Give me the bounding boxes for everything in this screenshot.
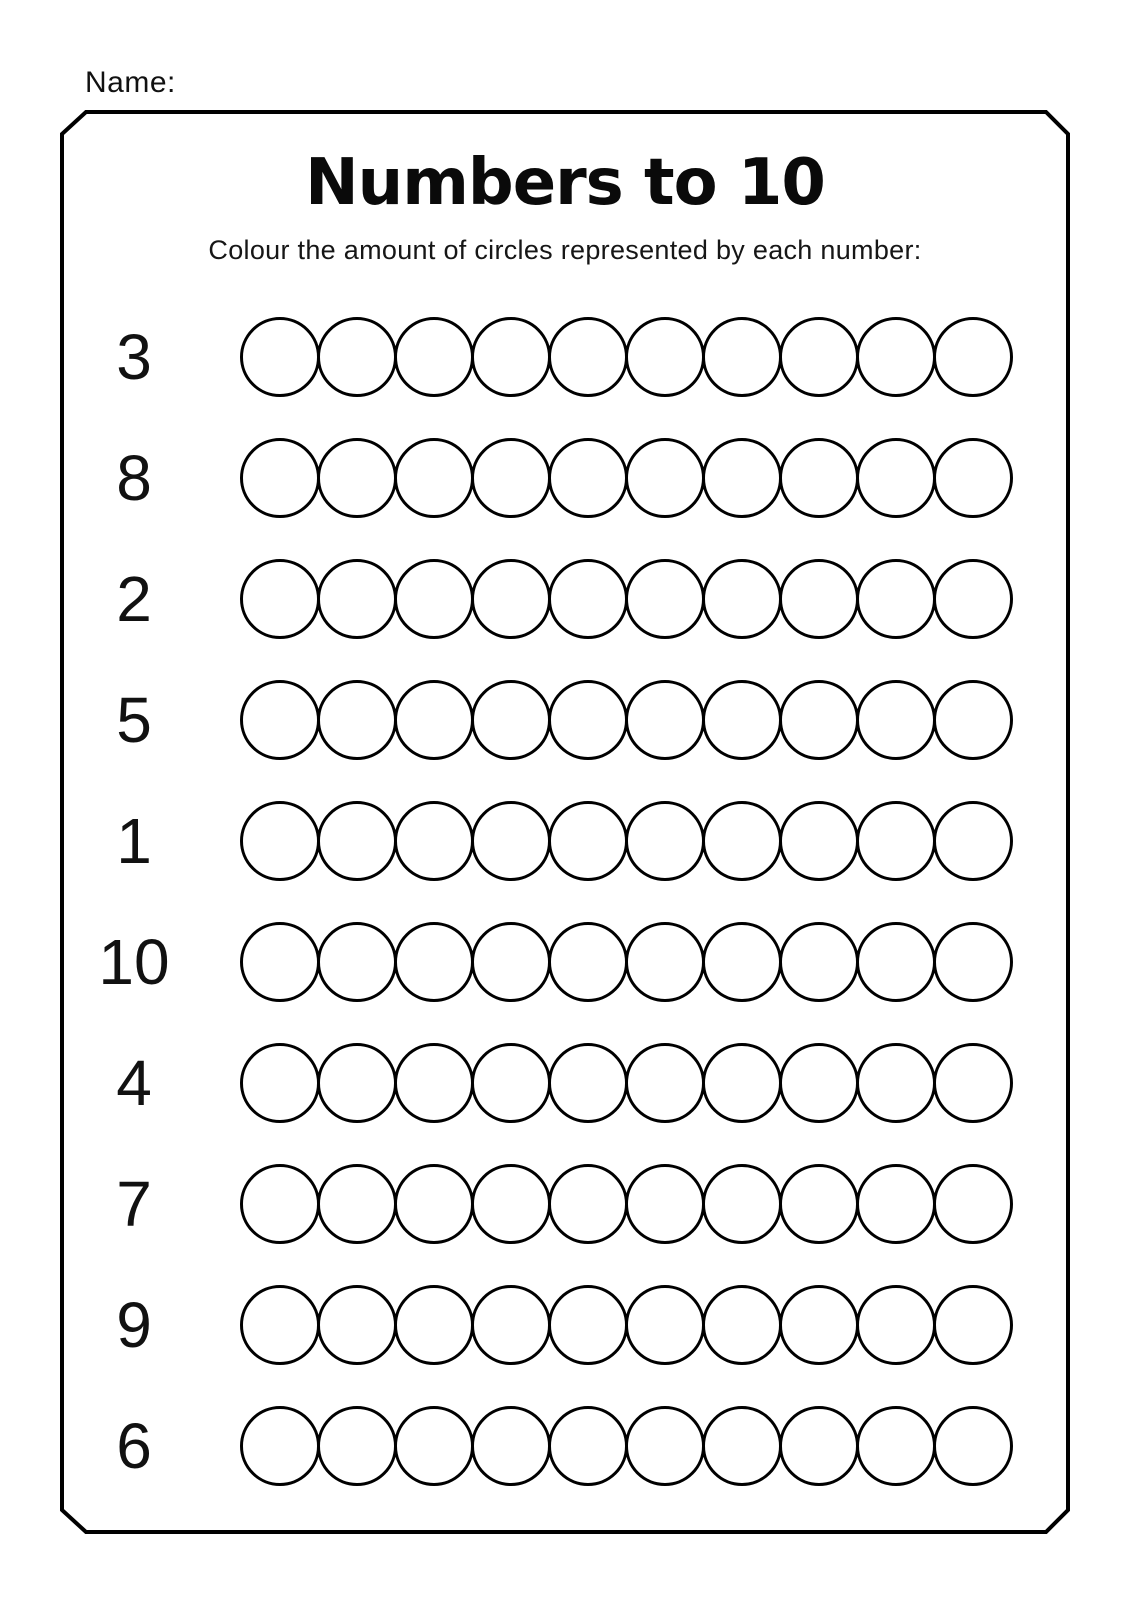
row-number-label: 3 <box>116 320 152 393</box>
worksheet-header <box>62 146 1068 266</box>
colour-circle[interactable] <box>394 680 474 760</box>
row-number-label: 7 <box>116 1167 152 1240</box>
colour-circle[interactable] <box>856 1164 936 1244</box>
colour-circle[interactable] <box>856 1406 936 1486</box>
worksheet-row <box>62 1143 1068 1264</box>
colour-circle[interactable] <box>240 680 320 760</box>
colour-circle[interactable] <box>933 680 1013 760</box>
colour-circle[interactable] <box>933 922 1013 1002</box>
row-circles <box>240 317 1013 397</box>
colour-circle[interactable] <box>240 922 320 1002</box>
colour-circle[interactable] <box>779 801 859 881</box>
colour-circle[interactable] <box>317 1164 397 1244</box>
colour-circle[interactable] <box>779 680 859 760</box>
colour-circle[interactable] <box>394 1164 474 1244</box>
colour-circle[interactable] <box>625 1043 705 1123</box>
colour-circle[interactable] <box>548 559 628 639</box>
colour-circle[interactable] <box>240 1043 320 1123</box>
colour-circle[interactable] <box>933 317 1013 397</box>
colour-circle[interactable] <box>779 922 859 1002</box>
worksheet-row <box>62 1264 1068 1385</box>
colour-circle[interactable] <box>317 559 397 639</box>
colour-circle[interactable] <box>317 438 397 518</box>
colour-circle[interactable] <box>548 1406 628 1486</box>
colour-circle[interactable] <box>548 1285 628 1365</box>
colour-circle[interactable] <box>240 317 320 397</box>
row-circles <box>240 1164 1013 1244</box>
colour-circle[interactable] <box>548 680 628 760</box>
colour-circle[interactable] <box>548 1043 628 1123</box>
row-circles <box>240 680 1013 760</box>
colour-circle[interactable] <box>317 801 397 881</box>
colour-circle[interactable] <box>933 1406 1013 1486</box>
row-number-label: 8 <box>116 441 152 514</box>
worksheet-rows <box>62 296 1068 1506</box>
worksheet-row <box>62 901 1068 1022</box>
colour-circle[interactable] <box>548 438 628 518</box>
row-circles <box>240 1285 1013 1365</box>
row-number-label: 6 <box>116 1409 152 1482</box>
colour-circle[interactable] <box>933 438 1013 518</box>
colour-circle[interactable] <box>625 801 705 881</box>
colour-circle[interactable] <box>394 922 474 1002</box>
row-number-label: 1 <box>116 804 152 877</box>
colour-circle[interactable] <box>933 559 1013 639</box>
row-circles <box>240 801 1013 881</box>
colour-circle[interactable] <box>779 317 859 397</box>
instruction-text: Colour the amount of circles represented by each number: <box>208 235 922 266</box>
colour-circle[interactable] <box>702 438 782 518</box>
colour-circle[interactable] <box>471 1043 551 1123</box>
worksheet-row <box>62 659 1068 780</box>
colour-circle[interactable] <box>933 1285 1013 1365</box>
row-circles <box>240 438 1013 518</box>
worksheet-row <box>62 1022 1068 1143</box>
colour-circle[interactable] <box>394 1406 474 1486</box>
colour-circle[interactable] <box>779 559 859 639</box>
colour-circle[interactable] <box>856 922 936 1002</box>
row-number-label: 10 <box>98 925 170 998</box>
colour-circle[interactable] <box>625 922 705 1002</box>
page-title: Numbers to 10 <box>305 146 825 220</box>
colour-circle[interactable] <box>240 559 320 639</box>
colour-circle[interactable] <box>548 1164 628 1244</box>
worksheet-row <box>62 780 1068 901</box>
colour-circle[interactable] <box>240 1406 320 1486</box>
colour-circle[interactable] <box>471 317 551 397</box>
name-field-label[interactable]: Name: <box>85 66 176 99</box>
colour-circle[interactable] <box>702 1406 782 1486</box>
colour-circle[interactable] <box>394 1043 474 1123</box>
colour-circle[interactable] <box>548 317 628 397</box>
row-number-label: 5 <box>116 683 152 756</box>
colour-circle[interactable] <box>702 922 782 1002</box>
colour-circle[interactable] <box>625 317 705 397</box>
colour-circle[interactable] <box>702 559 782 639</box>
colour-circle[interactable] <box>471 438 551 518</box>
colour-circle[interactable] <box>779 1043 859 1123</box>
row-number-label: 2 <box>116 562 152 635</box>
colour-circle[interactable] <box>856 680 936 760</box>
colour-circle[interactable] <box>702 317 782 397</box>
colour-circle[interactable] <box>317 1406 397 1486</box>
row-number-label: 9 <box>116 1288 152 1361</box>
worksheet-row <box>62 1385 1068 1506</box>
colour-circle[interactable] <box>779 1164 859 1244</box>
colour-circle[interactable] <box>548 801 628 881</box>
colour-circle[interactable] <box>702 680 782 760</box>
colour-circle[interactable] <box>394 559 474 639</box>
colour-circle[interactable] <box>779 1285 859 1365</box>
row-circles <box>240 922 1013 1002</box>
colour-circle[interactable] <box>471 559 551 639</box>
colour-circle[interactable] <box>471 801 551 881</box>
colour-circle[interactable] <box>702 1043 782 1123</box>
colour-circle[interactable] <box>856 1285 936 1365</box>
row-circles <box>240 559 1013 639</box>
colour-circle[interactable] <box>702 801 782 881</box>
colour-circle[interactable] <box>240 1285 320 1365</box>
row-number-label: 4 <box>116 1046 152 1119</box>
worksheet-row <box>62 538 1068 659</box>
colour-circle[interactable] <box>471 1285 551 1365</box>
colour-circle[interactable] <box>240 801 320 881</box>
colour-circle[interactable] <box>394 438 474 518</box>
colour-circle[interactable] <box>471 922 551 1002</box>
colour-circle[interactable] <box>317 1043 397 1123</box>
colour-circle[interactable] <box>779 438 859 518</box>
colour-circle[interactable] <box>394 1285 474 1365</box>
colour-circle[interactable] <box>317 317 397 397</box>
colour-circle[interactable] <box>317 1285 397 1365</box>
colour-circle[interactable] <box>856 801 936 881</box>
colour-circle[interactable] <box>625 1406 705 1486</box>
colour-circle[interactable] <box>625 559 705 639</box>
colour-circle[interactable] <box>625 680 705 760</box>
row-circles <box>240 1043 1013 1123</box>
colour-circle[interactable] <box>625 438 705 518</box>
row-circles <box>240 1406 1013 1486</box>
colour-circle[interactable] <box>471 1406 551 1486</box>
colour-circle[interactable] <box>856 559 936 639</box>
colour-circle[interactable] <box>856 438 936 518</box>
colour-circle[interactable] <box>625 1164 705 1244</box>
colour-circle[interactable] <box>471 1164 551 1244</box>
colour-circle[interactable] <box>933 801 1013 881</box>
colour-circle[interactable] <box>702 1285 782 1365</box>
colour-circle[interactable] <box>394 317 474 397</box>
worksheet-row <box>62 417 1068 538</box>
colour-circle[interactable] <box>317 922 397 1002</box>
colour-circle[interactable] <box>625 1285 705 1365</box>
worksheet-row <box>62 296 1068 417</box>
colour-circle[interactable] <box>471 680 551 760</box>
colour-circle[interactable] <box>240 438 320 518</box>
colour-circle[interactable] <box>702 1164 782 1244</box>
colour-circle[interactable] <box>856 317 936 397</box>
colour-circle[interactable] <box>394 801 474 881</box>
colour-circle[interactable] <box>240 1164 320 1244</box>
colour-circle[interactable] <box>779 1406 859 1486</box>
colour-circle[interactable] <box>933 1043 1013 1123</box>
colour-circle[interactable] <box>548 922 628 1002</box>
colour-circle[interactable] <box>856 1043 936 1123</box>
colour-circle[interactable] <box>933 1164 1013 1244</box>
colour-circle[interactable] <box>317 680 397 760</box>
